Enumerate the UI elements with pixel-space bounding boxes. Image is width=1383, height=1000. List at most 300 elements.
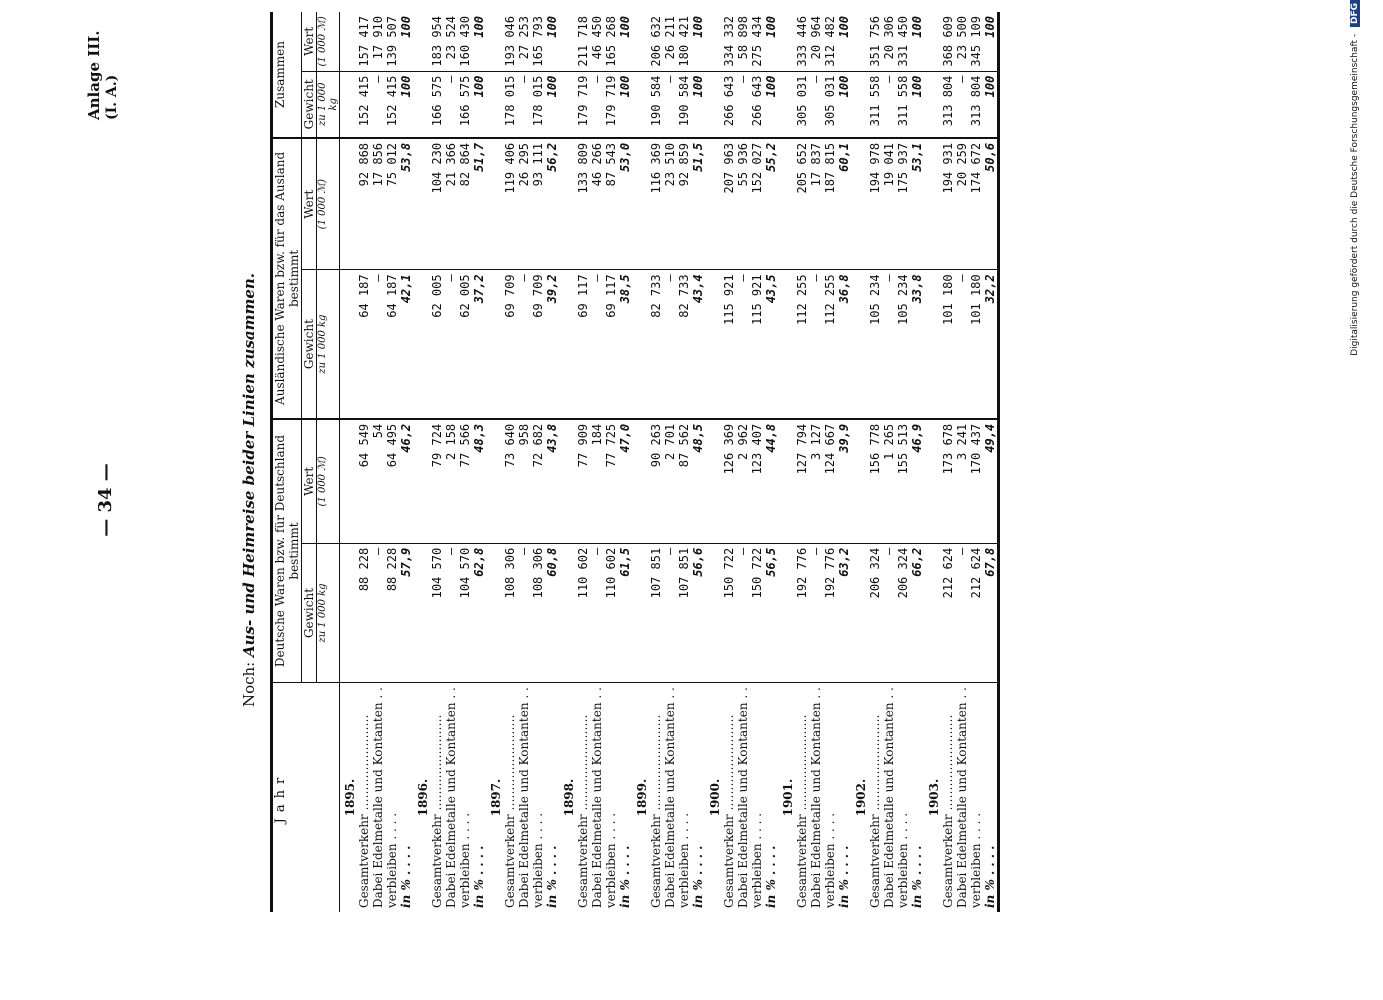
table-cell: — (882, 71, 896, 138)
total-traffic-row (795, 12, 809, 912)
table-cell: 2 701 (663, 419, 677, 543)
table-cell: 187 815 (823, 138, 837, 270)
table-cell: 192 776 (823, 543, 837, 682)
table-cell: 192 776 (795, 543, 809, 682)
table-cell: 46,2 (399, 419, 413, 543)
table-cell: 104 230 (430, 138, 444, 270)
table-cell: 46,9 (910, 419, 924, 543)
row-label: in % . . . . (399, 683, 413, 912)
subheader-value: Wert (302, 12, 317, 71)
empty-cell (340, 543, 358, 682)
table-cell: 193 046 (503, 16, 517, 67)
table-cell: 42,1 (399, 270, 413, 419)
row-label: in % . . . . (910, 683, 924, 912)
table-cell: — (517, 270, 531, 419)
table-cell: 54 (371, 419, 385, 543)
table-cell: — (736, 270, 750, 419)
table-cell: — (590, 543, 604, 682)
table-cell: 305 031 (795, 71, 809, 138)
empty-cell (559, 12, 576, 71)
empty-cell (340, 12, 358, 71)
table-cell: 100 (399, 71, 413, 138)
table-cell: 56,6 (691, 543, 705, 682)
table-cell: 178 015 (531, 71, 545, 138)
table-cell: 112 255 (795, 270, 809, 419)
empty-cell (705, 12, 722, 71)
table-cell: 206 324 (896, 543, 910, 682)
table-cell: 48,5 (691, 419, 705, 543)
table-cell: — (809, 543, 823, 682)
empty-cell (486, 270, 503, 419)
table-cell: 166 575 (430, 71, 444, 138)
table-cell: 100 (545, 16, 559, 38)
table-cell: 184 (590, 419, 604, 543)
row-label: verbleiben . . . . (677, 683, 691, 912)
table-cell: 46 266 (590, 138, 604, 270)
table-cell: — (371, 71, 385, 138)
row-label: Dabei Edelmetalle und Kontanten . . (444, 683, 458, 912)
precious-metals-row (955, 12, 969, 912)
table-cell: 23 510 (663, 138, 677, 270)
total-traffic-row (576, 12, 590, 912)
empty-cell (559, 419, 576, 543)
table-cell: 124 667 (823, 419, 837, 543)
remaining-row (750, 12, 764, 912)
empty-cell (632, 71, 649, 138)
table-cell: 26 295 (517, 138, 531, 270)
table-cell: 72 682 (531, 419, 545, 543)
subheader-weight: Gewicht (302, 71, 317, 138)
subheader-weight: Gewicht (302, 543, 317, 682)
empty-cell (705, 71, 722, 138)
group-header-german: Deutsche Waren bzw. für Deutschland bestimmt (272, 419, 302, 683)
table-cell: 104 570 (458, 543, 472, 682)
table-cell: 60,8 (545, 543, 559, 682)
percent-row (472, 12, 486, 912)
row-label: Dabei Edelmetalle und Kontanten . . (371, 683, 385, 912)
table-cell: — (882, 543, 896, 682)
year-row (340, 12, 358, 912)
table-cell: 100 (472, 16, 486, 38)
table-cell: 56,2 (545, 138, 559, 270)
table-cell: 3 127 (809, 419, 823, 543)
empty-cell (413, 270, 430, 419)
table-cell: 205 652 (795, 138, 809, 270)
empty-cell (559, 543, 576, 682)
empty-cell (340, 419, 358, 543)
precious-metals-row (882, 12, 896, 912)
table-cell: 20 259 (955, 138, 969, 270)
table-cell: 87 562 (677, 419, 691, 543)
table-cell: 170 437 (969, 419, 983, 543)
remaining-row (604, 12, 618, 912)
row-label: in % . . . . (472, 683, 486, 912)
table-cell: 90 263 (649, 419, 663, 543)
table-cell: 368 609 (941, 16, 955, 67)
table-cell: 105 234 (868, 270, 882, 419)
table-cell: 107 851 (677, 543, 691, 682)
table-cell: 152 415 (357, 71, 371, 138)
table-cell: 38,5 (618, 270, 632, 419)
table-cell: 173 678 (941, 419, 955, 543)
table-cell: 79 724 (430, 419, 444, 543)
table-cell: 64 549 (357, 419, 371, 543)
empty-cell (778, 419, 795, 543)
total-traffic-row (941, 12, 955, 912)
table-cell: 73 640 (503, 419, 517, 543)
table-cell: 17 837 (809, 138, 823, 270)
empty-cell (413, 12, 430, 71)
percent-row (691, 12, 705, 912)
table-cell: 101 180 (969, 270, 983, 419)
table-cell: 108 306 (503, 543, 517, 682)
row-label: in % . . . . (618, 683, 632, 912)
table-cell: 127 794 (795, 419, 809, 543)
empty-cell (705, 138, 722, 270)
empty-cell (413, 138, 430, 270)
empty-cell (778, 543, 795, 682)
table-cell: 107 851 (649, 543, 663, 682)
empty-cell (778, 270, 795, 419)
table-cell: 53,1 (910, 138, 924, 270)
empty-cell (778, 12, 795, 71)
table-cell: 77 909 (576, 419, 590, 543)
table-cell: 178 015 (503, 71, 517, 138)
empty-cell (924, 543, 941, 682)
table-cell: 312 482 (823, 16, 837, 67)
year-label: 1896. (413, 683, 430, 912)
empty-cell (413, 71, 430, 138)
page-number: — 34 — (95, 463, 116, 537)
table-cell: 69 117 (576, 270, 590, 419)
precious-metals-row (663, 12, 677, 912)
table-cell: 183 954 (430, 16, 444, 67)
table-cell: 100 (910, 71, 924, 138)
empty-cell (340, 270, 358, 419)
table-cell: 305 031 (823, 71, 837, 138)
table-cell: 150 722 (722, 543, 736, 682)
table-cell: 190 584 (677, 71, 691, 138)
empty-cell (632, 12, 649, 71)
row-label: verbleiben . . . . (823, 683, 837, 912)
table-cell: 88 228 (357, 543, 371, 682)
table-cell: — (590, 270, 604, 419)
row-label: Gesamtverkehr …………………… (868, 683, 882, 912)
table-cell: — (444, 543, 458, 682)
year-row (705, 12, 722, 912)
table-cell: 23 500 (955, 16, 969, 60)
table-cell: 115 921 (722, 270, 736, 419)
empty-cell (486, 419, 503, 543)
precious-metals-row (517, 12, 531, 912)
empty-cell (851, 270, 868, 419)
precious-metals-row (371, 12, 385, 912)
empty-cell (705, 543, 722, 682)
group-header-foreign: Ausländische Waren bzw. für das Ausland bestimmt (272, 138, 302, 419)
empty-cell (851, 71, 868, 138)
footer-text: Digitalisierung gefördert durch die Deutsche Forschungsgemeinschaft - (1350, 33, 1360, 356)
table-cell: — (371, 270, 385, 419)
table-cell: 165 793 (531, 16, 545, 67)
row-label: Gesamtverkehr …………………… (649, 683, 663, 912)
table-cell: 351 756 (868, 16, 882, 67)
empty-cell (559, 138, 576, 270)
table-cell: 39,2 (545, 270, 559, 419)
empty-cell (559, 270, 576, 419)
table-cell: — (955, 543, 969, 682)
table-cell: — (371, 543, 385, 682)
table-cell: 62,8 (472, 543, 486, 682)
row-label: Gesamtverkehr …………………… (357, 683, 371, 912)
table-cell: 152 027 (750, 138, 764, 270)
table-cell: 64 495 (385, 419, 399, 543)
remaining-row (677, 12, 691, 912)
empty-cell (924, 71, 941, 138)
precious-metals-row (809, 12, 823, 912)
table-cell: — (809, 71, 823, 138)
table-cell: — (809, 270, 823, 419)
table-cell: 53,8 (399, 138, 413, 270)
empty-cell (632, 270, 649, 419)
unit-weight: zu 1 000 kg (317, 543, 340, 682)
row-label: Gesamtverkehr …………………… (795, 683, 809, 912)
table-cell: 212 624 (969, 543, 983, 682)
table-cell: 100 (545, 71, 559, 138)
precious-metals-row (736, 12, 750, 912)
table-cell: 266 643 (750, 71, 764, 138)
table-cell: 20 306 (882, 16, 896, 60)
table-cell: 44,8 (764, 419, 778, 543)
table-cell: 958 (517, 419, 531, 543)
table-cell: 157 417 (357, 16, 371, 67)
table-cell: 82 733 (649, 270, 663, 419)
year-label: 1901. (778, 683, 795, 912)
table-cell: 61,5 (618, 543, 632, 682)
table-cell: — (955, 71, 969, 138)
table-cell: 62 005 (430, 270, 444, 419)
row-label: Dabei Edelmetalle und Kontanten . . (517, 683, 531, 912)
table-cell: 101 180 (941, 270, 955, 419)
year-label: 1897. (486, 683, 503, 912)
table-cell: 165 268 (604, 16, 618, 67)
table-cell: 275 434 (750, 16, 764, 67)
table-cell: 62 005 (458, 270, 472, 419)
table-cell: 179 719 (576, 71, 590, 138)
title-main: Aus- und Heimreise beider Linien zusammen. (240, 272, 258, 657)
row-label: Dabei Edelmetalle und Kontanten . . (736, 683, 750, 912)
table-cell: — (736, 71, 750, 138)
unit-value: (1 000 ℳ) (317, 419, 340, 543)
table-cell: 100 (910, 16, 924, 38)
row-label: in % . . . . (983, 683, 999, 912)
title-prefix: Noch: (240, 661, 258, 708)
table-cell: — (444, 71, 458, 138)
table-cell: 110 602 (576, 543, 590, 682)
table-cell: 100 (691, 16, 705, 38)
table-cell: 63,2 (837, 543, 851, 682)
year-row (413, 12, 430, 912)
empty-cell (851, 12, 868, 71)
row-label: Dabei Edelmetalle und Kontanten . . (590, 683, 604, 912)
percent-row (764, 12, 778, 912)
row-label: Gesamtverkehr …………………… (722, 683, 736, 912)
table-cell: 175 937 (896, 138, 910, 270)
table-cell: 64 187 (385, 270, 399, 419)
table-cell: 39,9 (837, 419, 851, 543)
remaining-row (969, 12, 983, 912)
row-label: in % . . . . (691, 683, 705, 912)
table-cell: 46 450 (590, 16, 604, 60)
table-cell: 49,4 (983, 419, 999, 543)
table-cell: 110 602 (604, 543, 618, 682)
subheader-value: Wert (302, 419, 317, 543)
table-cell: — (517, 71, 531, 138)
table-cell: 311 558 (896, 71, 910, 138)
table-cell: 100 (764, 71, 778, 138)
table-cell: 152 415 (385, 71, 399, 138)
table-cell: 207 963 (722, 138, 736, 270)
table-cell: 313 804 (941, 71, 955, 138)
table-cell: 100 (618, 71, 632, 138)
table-cell: 43,8 (545, 419, 559, 543)
table-cell: 100 (983, 16, 997, 38)
table-cell: 2 158 (444, 419, 458, 543)
year-row (924, 12, 941, 912)
table-cell: 56,5 (764, 543, 778, 682)
dfg-logo: DFG (1350, 0, 1360, 27)
table-cell: 17 910 (371, 16, 385, 60)
table-cell: 26 211 (663, 16, 677, 60)
table-cell: 55,2 (764, 138, 778, 270)
remaining-row (458, 12, 472, 912)
table-cell: 36,8 (837, 270, 851, 419)
annex-title: Anlage III. (85, 30, 103, 120)
unit-weight: zu 1 000 kg (317, 71, 340, 138)
table-cell: — (517, 543, 531, 682)
year-row (851, 12, 868, 912)
table-cell: — (663, 71, 677, 138)
table-cell: 331 450 (896, 16, 910, 67)
table-body (340, 12, 999, 912)
table-cell: 23 524 (444, 16, 458, 60)
year-label: 1902. (851, 683, 868, 912)
empty-cell (486, 12, 503, 71)
row-label: verbleiben . . . . (458, 683, 472, 912)
table-cell: 100 (764, 16, 778, 38)
table-cell: 100 (837, 71, 851, 138)
table-cell: 212 624 (941, 543, 955, 682)
row-label: Gesamtverkehr …………………… (503, 683, 517, 912)
table-cell: 190 584 (649, 71, 663, 138)
table-cell: 345 109 (969, 16, 983, 67)
empty-cell (486, 138, 503, 270)
table-cell: 179 719 (604, 71, 618, 138)
table-cell: 100 (837, 16, 851, 38)
row-label: Gesamtverkehr …………………… (430, 683, 444, 912)
table-cell: 50,6 (983, 138, 999, 270)
table-cell: 105 234 (896, 270, 910, 419)
subheader-value: Wert (302, 138, 317, 270)
table-cell: 104 570 (430, 543, 444, 682)
year-row (559, 12, 576, 912)
row-label: Dabei Edelmetalle und Kontanten . . (882, 683, 896, 912)
table-cell: 82 733 (677, 270, 691, 419)
percent-row (983, 12, 999, 912)
empty-cell (632, 419, 649, 543)
empty-cell (340, 138, 358, 270)
table-cell: 32,2 (983, 270, 999, 419)
precious-metals-row (590, 12, 604, 912)
table-cell: 19 041 (882, 138, 896, 270)
table-cell: 21 366 (444, 138, 458, 270)
table-title (240, 110, 258, 870)
table-cell: 115 921 (750, 270, 764, 419)
table-cell: 87 543 (604, 138, 618, 270)
table-cell: 69 709 (503, 270, 517, 419)
row-label: Gesamtverkehr …………………… (941, 683, 955, 912)
table-cell: 311 558 (868, 71, 882, 138)
row-label: in % . . . . (764, 683, 778, 912)
annex-subtitle: (I. A.) (104, 74, 120, 120)
table-cell: 58 898 (736, 16, 750, 60)
empty-cell (924, 419, 941, 543)
year-row (632, 12, 649, 912)
table-cell: 55 936 (736, 138, 750, 270)
table-cell: 166 575 (458, 71, 472, 138)
total-traffic-row (357, 12, 371, 912)
table-cell: 51,5 (691, 138, 705, 270)
subheader-weight: Gewicht (302, 270, 317, 419)
table-cell: 27 253 (517, 16, 531, 60)
empty-cell (924, 12, 941, 71)
table-cell: 123 407 (750, 419, 764, 543)
empty-cell (413, 543, 430, 682)
unit-value: (1 000 ℳ) (317, 12, 340, 71)
percent-row (399, 12, 413, 912)
table-cell: 133 809 (576, 138, 590, 270)
remaining-row (823, 12, 837, 912)
row-label: Dabei Edelmetalle und Kontanten . . (809, 683, 823, 912)
table-cell: 139 507 (385, 16, 399, 67)
table-cell: 3 241 (955, 419, 969, 543)
precious-metals-row (444, 12, 458, 912)
table-cell: 77 725 (604, 419, 618, 543)
table-cell: 156 778 (868, 419, 882, 543)
empty-cell (413, 419, 430, 543)
group-header-total: Zusammen (272, 12, 302, 138)
row-label: verbleiben . . . . (531, 683, 545, 912)
table-cell: 334 332 (722, 16, 736, 67)
row-label: in % . . . . (837, 683, 851, 912)
row-label: verbleiben . . . . (750, 683, 764, 912)
table-cell: 43,5 (764, 270, 778, 419)
table-cell: 33,8 (910, 270, 924, 419)
table-cell: 69 709 (531, 270, 545, 419)
total-traffic-row (649, 12, 663, 912)
remaining-row (531, 12, 545, 912)
table-cell: 66,2 (910, 543, 924, 682)
table-cell: 155 513 (896, 419, 910, 543)
table-cell: 160 430 (458, 16, 472, 67)
table-cell: — (590, 71, 604, 138)
percent-row (837, 12, 851, 912)
table-cell: — (663, 543, 677, 682)
table-cell: 77 566 (458, 419, 472, 543)
table-cell: 194 931 (941, 138, 955, 270)
empty-cell (851, 419, 868, 543)
table-cell: 100 (399, 16, 413, 38)
table-cell: — (663, 270, 677, 419)
